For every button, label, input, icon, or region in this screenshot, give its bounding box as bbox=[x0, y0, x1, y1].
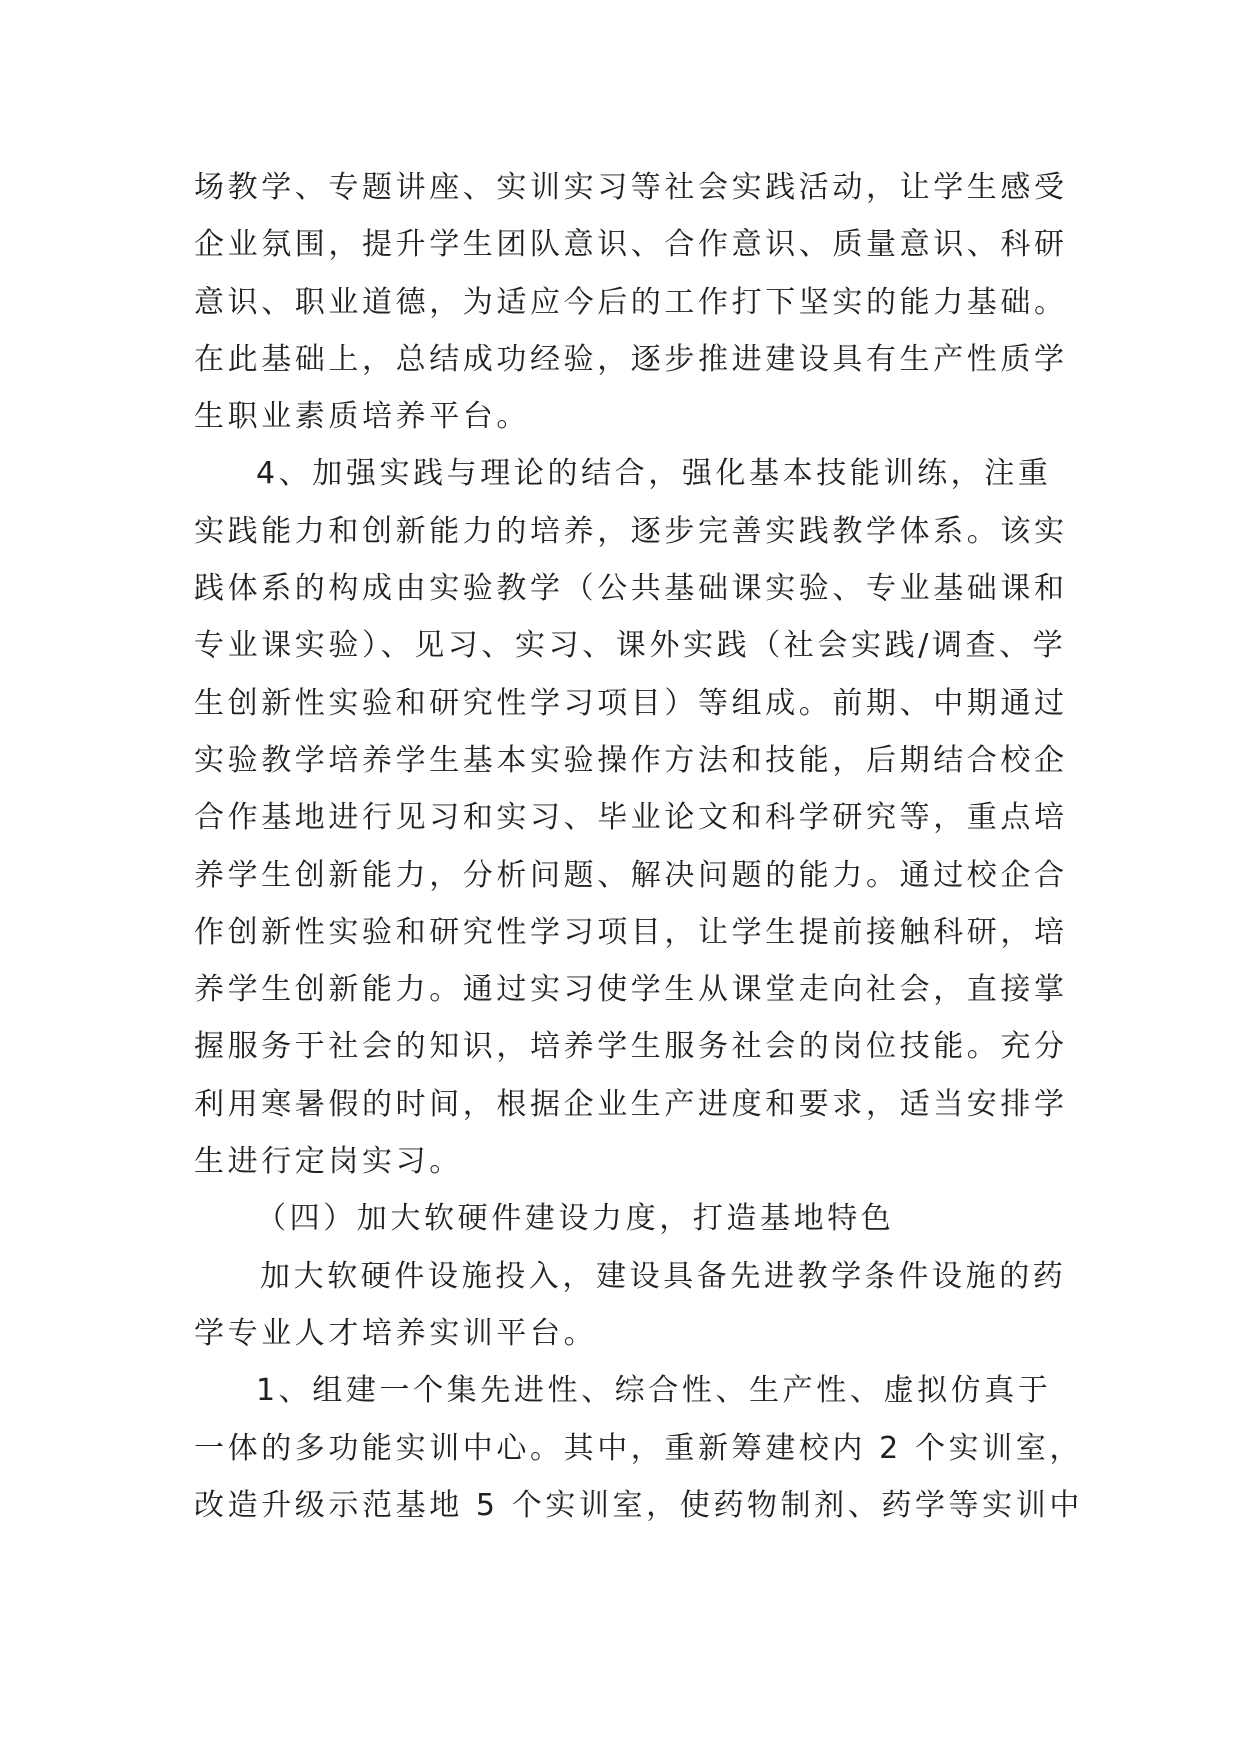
text-line: 企业氛围，提升学生团队意识、合作意识、质量意识、科研 bbox=[194, 227, 1068, 263]
text-line: 养学生创新能力。通过实习使学生从课堂走向社会，直接掌 bbox=[194, 972, 1068, 1008]
text-line: 合作基地进行见习和实习、毕业论文和科学研究等，重点培 bbox=[194, 800, 1068, 836]
text-line: 生创新性实验和研究性学习项目）等组成。前期、中期通过 bbox=[194, 685, 1068, 721]
text-line: 学专业人才培养实训平台。 bbox=[194, 1315, 598, 1351]
text-line: 专业课实验）、见习、实习、课外实践（社会实践/调查、学 bbox=[194, 628, 1067, 664]
text-line: 作创新性实验和研究性学习项目，让学生提前接触科研，培 bbox=[194, 914, 1068, 950]
text-line: 实验教学培养学生基本实验操作方法和技能，后期结合校企 bbox=[194, 742, 1068, 778]
text-line: 利用寒暑假的时间，根据企业生产进度和要求，适当安排学 bbox=[194, 1086, 1068, 1122]
text-line: 握服务于社会的知识，培养学生服务社会的岗位技能。充分 bbox=[194, 1029, 1068, 1065]
text-line: 一体的多功能实训中心。其中，重新筹建校内 2 个实训室， bbox=[194, 1430, 1083, 1466]
section-heading: （四）加大软硬件建设力度，打造基地特色 bbox=[256, 1201, 895, 1237]
text-line: 实践能力和创新能力的培养，逐步完善实践教学体系。该实 bbox=[194, 513, 1068, 549]
text-line: 在此基础上，总结成功经验，逐步推进建设具有生产性质学 bbox=[194, 341, 1068, 377]
text-line: 养学生创新能力，分析问题、解决问题的能力。通过校企合 bbox=[194, 857, 1068, 893]
paragraph-start-line: 1、组建一个集先进性、综合性、生产性、虚拟仿真于 bbox=[256, 1373, 1052, 1409]
paragraph-start-line: 4、加强实践与理论的结合，强化基本技能训练，注重 bbox=[256, 456, 1052, 492]
text-line: 改造升级示范基地 5 个实训室，使药物制剂、药学等实训中 bbox=[194, 1487, 1083, 1523]
text-line: 践体系的构成由实验教学（公共基础课实验、专业基础课和 bbox=[194, 571, 1068, 607]
text-line: 生进行定岗实习。 bbox=[194, 1144, 463, 1180]
text-line: 场教学、专题讲座、实训实习等社会实践活动，让学生感受 bbox=[194, 170, 1068, 205]
document-body bbox=[194, 159, 1083, 1534]
text-line: 生职业素质培养平台。 bbox=[194, 399, 530, 435]
paragraph-start-line: 加大软硬件设施投入，建设具备先进教学条件设施的药 bbox=[260, 1258, 1067, 1294]
text-line: 意识、职业道德，为适应今后的工作打下坚实的能力基础。 bbox=[194, 284, 1068, 320]
